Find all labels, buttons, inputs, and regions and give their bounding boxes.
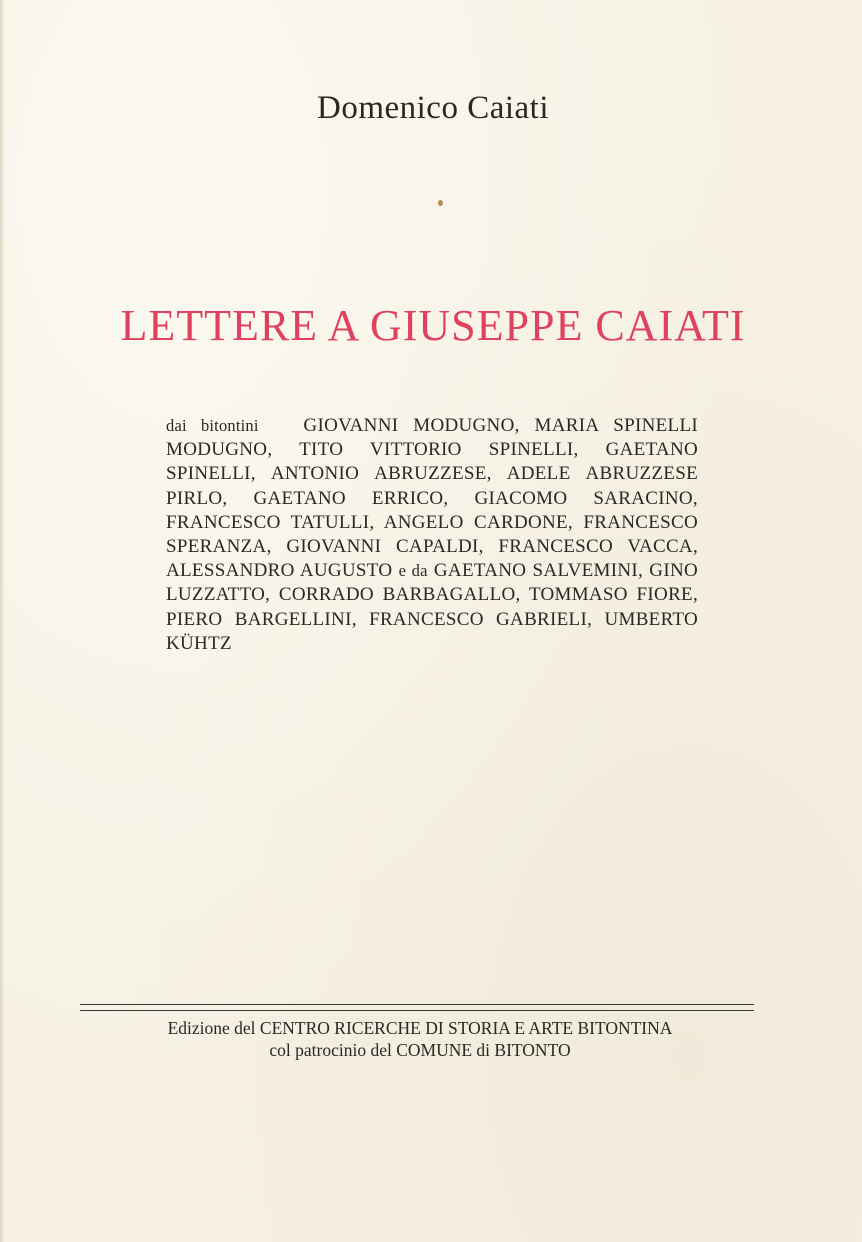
divider-rule [80, 1004, 754, 1005]
names-bitontini: GIOVANNI MODUGNO, MARIA SPINELLI MODUGNO, TITO VITTORIO SPINELLI, GAETANO SPINELLI, ANTONIO ABRUZZESE, ADELE ABRUZZESE PIRLO, GAETANO ERRICO, GIACOMO SARACINO, FRANCESCO TATULLI, ANGELO CARDONE, FRANCESCO SPERANZA, GIOVANNI CAPALDI, FRANCESCO VACCA, ALESSANDRO AUGUSTO [166, 415, 698, 582]
publisher-block [0, 1017, 840, 1061]
paper-fleck [438, 200, 443, 206]
patronage-line: col patrocinio del COMUNE di BITONTO [269, 1040, 571, 1060]
names-intro: dai bitontini [166, 416, 259, 435]
names-connector: e da [398, 561, 428, 581]
names-others: GAETANO SALVEMINI, GINO LUZZATTO, CORRADO BARBAGALLO, TOMMASO FIORE, PIERO BARGELLINI, FRANCESCO GABRIELI, UMBERTO KÜHTZ [166, 560, 698, 654]
publisher-line: Edizione del CENTRO RICERCHE DI STORIA E ARTE BITONTINA [167, 1018, 673, 1038]
author-name: Domenico Caiati [316, 90, 550, 126]
correspondents-list [166, 414, 698, 656]
divider-rule-thin [80, 1010, 754, 1011]
book-title: LETTERE A GIUSEPPE CAIATI [120, 301, 746, 350]
